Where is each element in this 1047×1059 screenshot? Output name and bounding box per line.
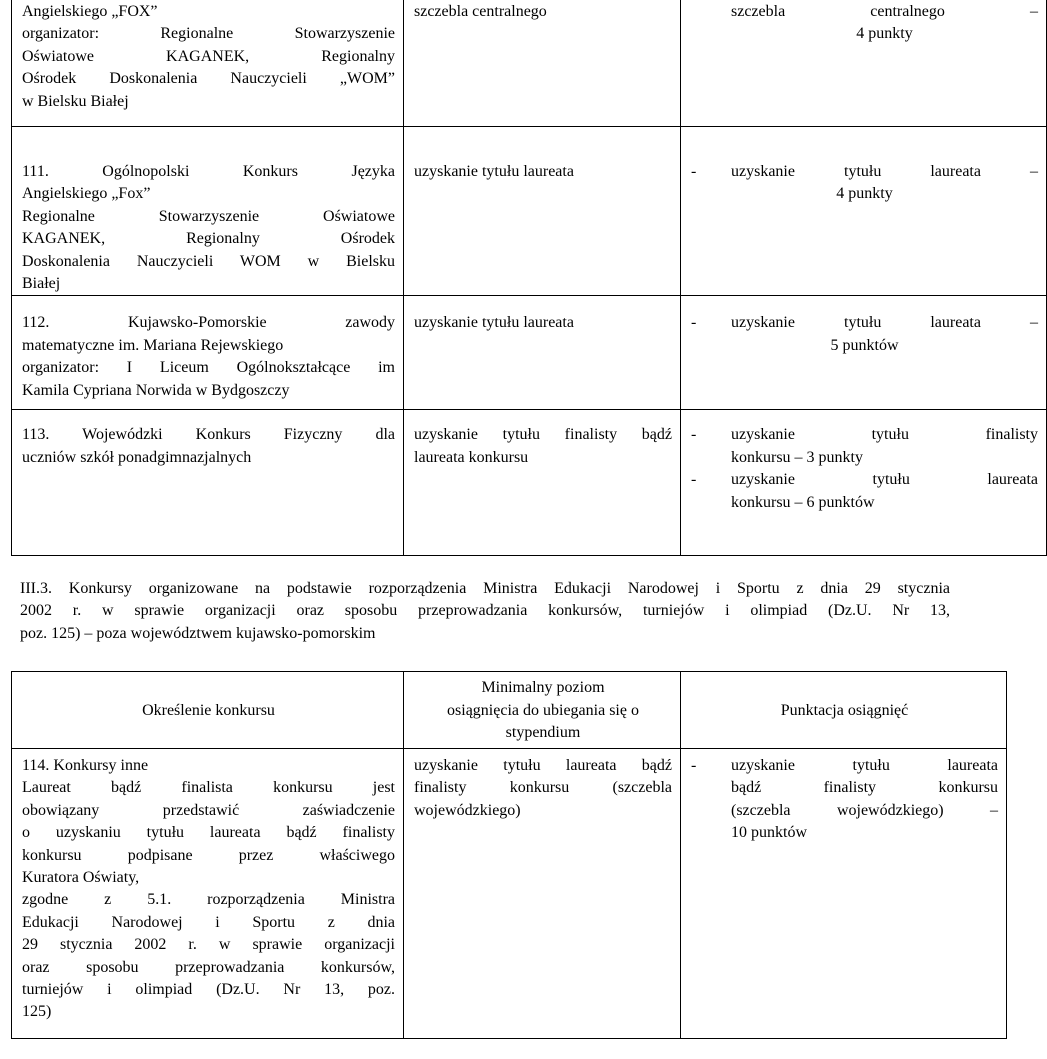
text-line: matematyczne im. Mariana Rejewskiego bbox=[22, 336, 284, 354]
table-row bbox=[12, 410, 1047, 556]
text-line: III.3. Konkursy organizowane na podstawie rozporządzenia Ministra Edukacji Narodowej i Sportu z dnia 29 stycznia bbox=[20, 580, 950, 597]
text-line: 4 punkty bbox=[856, 25, 913, 43]
text-line: Oświatowe KAGANEK, Regionalny bbox=[22, 47, 395, 65]
points-item bbox=[691, 424, 1038, 469]
competition-name-cell bbox=[12, 749, 404, 1039]
text-line: 29 stycznia 2002 r. w sprawie organizacji bbox=[22, 936, 395, 954]
text-line: zgodne z 5.1. rozporządzenia Ministra bbox=[22, 891, 395, 909]
text-line: 125) bbox=[22, 1003, 52, 1021]
text-line: Edukacji Narodowej i Sportu z dnia bbox=[22, 913, 395, 931]
table-row bbox=[12, 127, 1047, 296]
min-level-cell bbox=[404, 749, 681, 1039]
text-line: organizator: I Liceum Ogólnokształcące im bbox=[22, 359, 395, 377]
competitions-table-1 bbox=[11, 0, 1047, 556]
table-row bbox=[12, 0, 1047, 127]
text-line: uczniów szkół ponadgimnazjalnych bbox=[22, 448, 252, 466]
competition-name-cell bbox=[12, 410, 404, 556]
text-line: laureata konkursu bbox=[414, 448, 529, 466]
text-line: uzyskanie tytułu laureata bbox=[414, 163, 574, 180]
section-heading bbox=[20, 578, 950, 645]
points-cell bbox=[681, 296, 1047, 410]
text-line: Białej bbox=[22, 275, 61, 293]
text-line: wojewódzkiego) bbox=[414, 801, 521, 819]
text-line: konkursu – 3 punkty bbox=[731, 448, 863, 466]
text-line: 4 punkty bbox=[836, 185, 893, 203]
text-line: szczebla centralnego bbox=[414, 3, 547, 20]
text-line: 113. Wojewódzki Konkurs Fizyczny dla bbox=[22, 426, 395, 444]
points-cell bbox=[681, 127, 1047, 296]
text-line: Kuratora Oświaty, bbox=[22, 869, 140, 887]
text-line: obowiązany przedstawić zaświadczenie bbox=[22, 801, 395, 819]
text-line: konkursu podpisane przez właściwego bbox=[22, 846, 395, 864]
text-line: Ośrodek Doskonalenia Nauczycieli „WOM” bbox=[22, 70, 395, 88]
text-line: 111. Ogólnopolski Konkurs Języka bbox=[22, 163, 395, 180]
text-line: poz. 125) – poza województwem kujawsko-pomorskim bbox=[20, 624, 376, 642]
text-line: szczebla centralnego – bbox=[731, 3, 1038, 20]
text-line: uzyskanie tytułu laureata – bbox=[731, 163, 1038, 180]
text-line: (szczebla wojewódzkiego) – bbox=[731, 801, 998, 819]
text-line: oraz sposobu przeprowadzania konkursów, bbox=[22, 958, 395, 976]
table-row bbox=[12, 296, 1047, 410]
points-item bbox=[691, 755, 998, 845]
competition-name-cell bbox=[12, 296, 404, 410]
points-item bbox=[691, 161, 1038, 206]
text-line: uzyskanie tytułu laureata bbox=[731, 757, 998, 774]
text-line: Angielskiego „Fox” bbox=[22, 185, 151, 203]
text-line: osiągnięcia do ubiegania się o bbox=[447, 701, 639, 719]
text-line: uzyskanie tytułu laureata bbox=[414, 314, 574, 332]
header-label: Punktacja osiągnięć bbox=[780, 701, 909, 719]
header-competition-name bbox=[12, 672, 404, 749]
points-item bbox=[691, 312, 1038, 357]
table-header-row bbox=[12, 672, 1007, 749]
text-line: 2002 r. w sprawie organizacji oraz sposobu przeprowadzania konkursów, turniejów i olimpiad (Dz.U. Nr 13, bbox=[20, 602, 950, 620]
text-line: Kamila Cypriana Norwida w Bydgoszczy bbox=[22, 381, 290, 399]
points-cell bbox=[681, 0, 1047, 127]
min-level-cell bbox=[404, 410, 681, 556]
text-line: stypendium bbox=[505, 724, 581, 742]
min-level-cell bbox=[404, 0, 681, 127]
text-line: bądź finalisty konkursu bbox=[731, 779, 998, 797]
text-line: Doskonalenia Nauczycieli WOM w Bielsku bbox=[22, 252, 395, 270]
text-line: Regionalne Stowarzyszenie Oświatowe bbox=[22, 207, 395, 225]
points-item bbox=[691, 469, 1038, 514]
text-line: uzyskanie tytułu finalisty bądź bbox=[414, 426, 672, 444]
header-min-level bbox=[404, 672, 681, 749]
text-line: w Bielsku Białej bbox=[22, 92, 129, 110]
text-line: Minimalny poziom bbox=[481, 679, 605, 697]
text-line: KAGANEK, Regionalny Ośrodek bbox=[22, 230, 395, 248]
table-row bbox=[12, 749, 1007, 1039]
min-level-cell bbox=[404, 296, 681, 410]
text-line: 112. Kujawsko-Pomorskie zawody bbox=[22, 314, 395, 332]
text-line: uzyskanie tytułu laureata – bbox=[731, 314, 1038, 332]
competition-name-cell bbox=[12, 0, 404, 127]
points-cell bbox=[681, 410, 1047, 556]
text-line: turniejów i olimpiad (Dz.U. Nr 13, poz. bbox=[22, 981, 395, 999]
text-line: o uzyskaniu tytułu laureata bądź finalisty bbox=[22, 824, 395, 842]
text-line: 10 punktów bbox=[731, 824, 807, 842]
points-cell bbox=[681, 749, 1007, 1039]
competitions-table-2 bbox=[11, 671, 1007, 1039]
text-line: uzyskanie tytułu laureata bądź bbox=[414, 757, 672, 774]
text-line: uzyskanie tytułu laureata bbox=[731, 471, 1038, 489]
text-line: Angielskiego „FOX” bbox=[22, 3, 158, 20]
min-level-cell bbox=[404, 127, 681, 296]
header-label: Określenie konkursu bbox=[142, 701, 275, 719]
text-line: Laureat bądź finalista konkursu jest bbox=[22, 779, 395, 797]
text-line: uzyskanie tytułu finalisty bbox=[731, 426, 1038, 444]
text-line: 114. Konkursy inne bbox=[22, 757, 149, 774]
text-line: konkursu – 6 punktów bbox=[731, 493, 875, 511]
text-line: 5 punktów bbox=[830, 336, 899, 354]
text-line: finalisty konkursu (szczebla bbox=[414, 779, 672, 797]
competition-name-cell bbox=[12, 127, 404, 296]
text-line: organizator: Regionalne Stowarzyszenie bbox=[22, 25, 395, 43]
header-points bbox=[681, 672, 1007, 749]
